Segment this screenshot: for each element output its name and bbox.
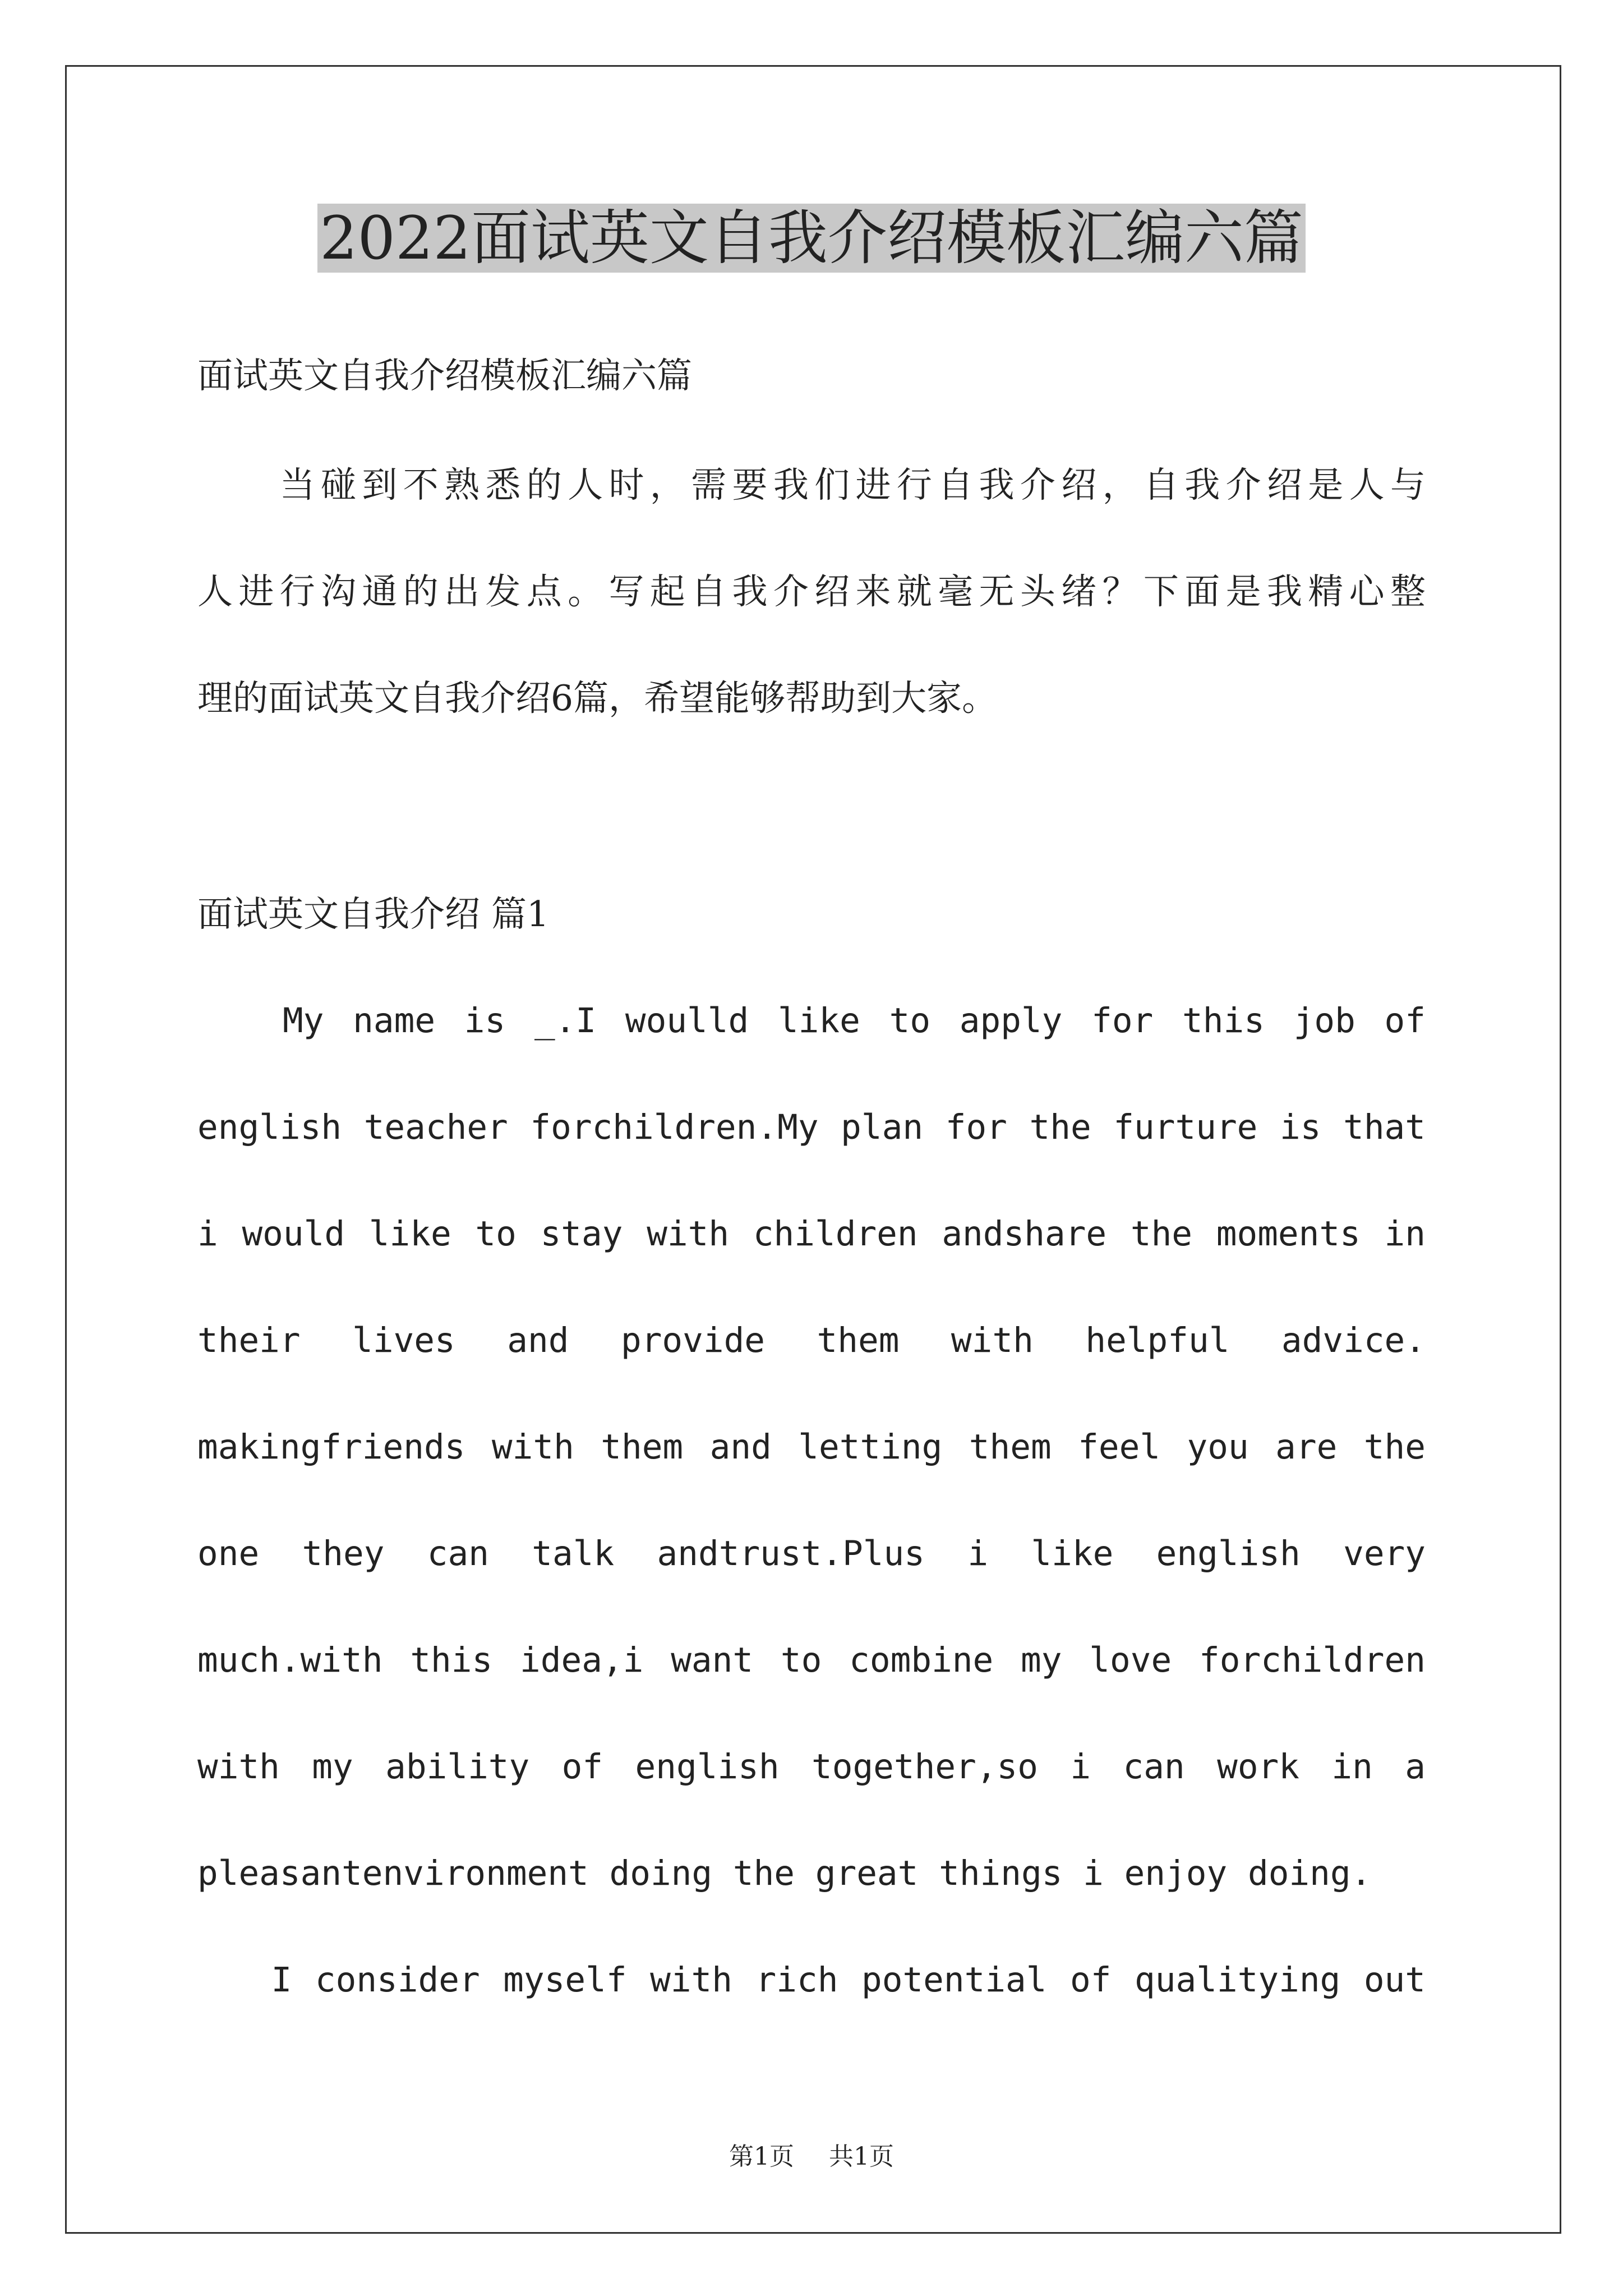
body-line: with my ability of english together,so i can work in a	[197, 1747, 1426, 1787]
body-line: english teacher forchildren.My plan for the furture is that	[197, 1107, 1426, 1147]
body-line: makingfriends with them and letting them feel you are the	[197, 1427, 1426, 1467]
subtitle: 面试英文自我介绍模板汇编六篇	[197, 355, 692, 396]
page-total: 共1页	[829, 2142, 894, 2171]
body-line: pleasantenvironment doing the great things i enjoy doing.	[197, 1853, 1372, 1893]
title-text: 2022面试英文自我介绍模板汇编六篇	[317, 204, 1306, 273]
page-footer	[0, 2136, 1623, 2172]
body-line: much.with this idea,i want to combine my love forchildren	[197, 1640, 1426, 1680]
intro-line: 人进行沟通的出发点。写起自我介绍来就毫无头绪？下面是我精心整	[197, 571, 1426, 612]
page-number: 第1页	[729, 2142, 794, 2171]
body-line: My name is _.I woulld like to apply for this job of	[197, 1001, 1426, 1041]
intro-line: 当碰到不熟悉的人时，需要我们进行自我介绍，自我介绍是人与	[197, 464, 1426, 505]
body-line: i would like to stay with children andshare the moments in	[197, 1214, 1426, 1254]
body-line: one they can talk andtrust.Plus i like english very	[197, 1534, 1426, 1573]
intro-line: 理的面试英文自我介绍6篇，希望能够帮助到大家。	[197, 678, 998, 719]
document-title	[0, 199, 1623, 278]
body-line: I consider myself with rich potential of qualitying out	[197, 1960, 1426, 2000]
section-heading: 面试英文自我介绍 篇1	[197, 894, 550, 935]
body-line: their lives and provide them with helpful advice.	[197, 1320, 1426, 1360]
